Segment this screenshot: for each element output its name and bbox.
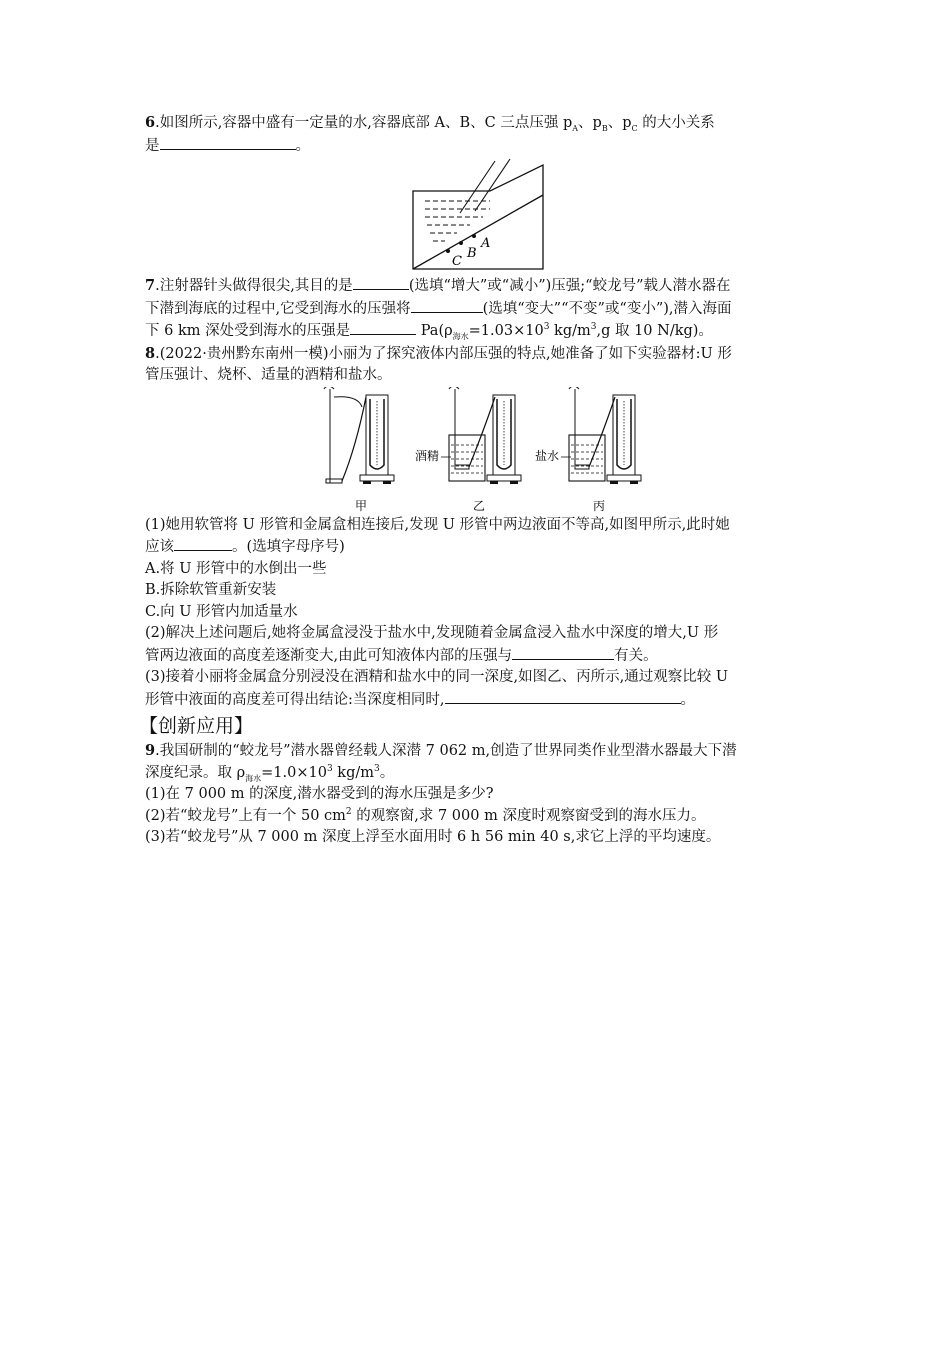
q6-label-a: A [481,236,491,251]
q9-sub-question-1: (1)在 7 000 m 的深度,潜水器受到的海水压强是多少? [145,786,494,802]
q8-p2-blank[interactable] [512,645,614,660]
q9-sub-question-2 [145,806,813,828]
q8-p3-blank[interactable] [445,689,681,704]
q9-text-1: .我国研制的“蛟龙号”潜水器曾经载人深潜 7 062 m,创造了世界同类作业型潜水器最大下潜 [155,743,737,759]
q7-line-2 [145,298,813,321]
q6-sub-c: C [631,123,638,133]
q6-figure [145,157,813,275]
q8-option-c: C.向 U 形管内加适量水 [145,603,298,620]
water-dashes [425,201,490,241]
q8-p3-line-1 [145,667,813,689]
caption-yi: 乙 [473,498,486,513]
q7-text-1b: (选填“增大”或“减小”)压强;“蛟龙号”载人潜水器在 [408,278,731,294]
q7-line-1 [145,275,813,298]
q8-p3-text-1: (3)接着小丽将金属盒分别浸没在酒精和盐水中的同一深度,如图乙、丙所示,通过观察比较 U [145,669,729,685]
q8-option-a: A.将 U 形管中的水倒出一些 [145,560,327,577]
q8-p1-line-2 [145,536,813,559]
q8-p1-text-1: (1)她用软管将 U 形管和金属盒相连接后,发现 U 形管中两边液面不等高,如图甲所示,此时她 [145,516,730,533]
q6-text-1-end: 的大小关系 [637,115,715,131]
caption-jia: 甲 [355,498,368,513]
q6-label-b: B [467,246,477,261]
q9-sup-2: 3 [374,763,380,774]
q9-s2-text-a: (2)若“蛟龙号”上有一个 50 cm [145,807,346,824]
q6-text-2-end: 。 [295,137,310,154]
q7-text-1a: .注射器针头做得很尖,其目的是 [155,278,353,294]
q9-line-1 [145,740,813,763]
fig-jia [324,387,394,484]
q6-sep-1: 、p [578,115,602,131]
q6-line-2 [145,135,813,158]
q6-text-1: .如图所示,容器中盛有一定量的水,容器底部 A、B、C 三点压强 p [155,115,573,131]
q8-p2-text-1: (2)解决上述问题后,她将金属盒浸没于盐水中,发现随着金属盒浸入盐水中深度的增大,U 形 [145,625,719,641]
q7-sup-2: 3 [590,322,597,333]
fig-bing [535,387,641,484]
q8-number: 8 [145,344,156,362]
q7-text-3c: =1.03×10 [468,323,544,339]
q7-text-3a: 下 6 km 深处受到海水的压强是 [145,323,351,339]
q9-text-2c: kg/m [332,764,374,781]
q8-line-1 [145,343,813,366]
q9-sup-1: 3 [326,763,333,774]
q7-text-3e: ,g 取 10 N/kg)。 [596,323,713,339]
q9-text-2b: =1.0×10 [261,764,327,781]
q9-s2-sup: 2 [345,806,352,817]
q7-blank-3[interactable] [350,320,416,335]
q8-p2-text-2b: 有关。 [614,647,658,664]
q9-sub-seawater: 海水 [245,773,262,783]
q6-sub-b: B [601,123,608,133]
q8-pressure-gauge-diagram [145,387,813,515]
q7-text-2b: (选填“变大”“不变”或“变小”),潜入海面 [482,300,732,317]
q9-number: 9 [145,742,156,759]
q9-sub-question-3: (3)若“蛟龙号”从 7 000 m 深度上浮至水面用时 6 h 56 min 40 s,求它上浮的平均速度。 [145,829,721,845]
q8-p1-text-2a: 应该 [145,539,174,555]
q8-p1-text-2b: 。(选填字母序号) [232,539,345,555]
q6-line-1 [145,112,813,135]
q7-blank-2[interactable] [411,298,483,313]
q8-p3-text-2a: 形管中液面的高度差可得出结论:当深度相同时, [145,691,445,708]
q8-p3-text-2b: 。 [680,691,695,708]
q6-sub-a: A [572,123,579,133]
q8-line-2 [145,365,813,387]
label-alcohol: 酒精 [415,448,440,463]
q7-number: 7 [145,277,156,294]
caption-bing: 丙 [593,498,606,513]
q6-answer-blank[interactable] [160,135,296,150]
q8-figure [145,387,813,515]
q7-text-2a: 下潜到海底的过程中,它受到海水的压强将 [145,300,411,317]
q9-line-2 [145,763,813,785]
q6-label-c: C [452,254,462,269]
q7-text-3b: Pa(ρ [416,323,453,339]
q8-p1-line-1 [145,515,813,537]
q6-text-2-start: 是 [145,137,160,154]
q7-sup-1: 3 [543,322,550,333]
section-heading: 【创新应用】 [139,715,254,737]
q8-p2-line-2 [145,645,813,668]
q7-sub-seawater: 海水 [452,331,469,341]
worksheet-page [139,112,813,849]
q6-number: 6 [145,114,156,131]
q9-s2-text-b: 的观察窗,求 7 000 m 深度时观察窗受到的海水压力。 [351,807,706,824]
q8-p2-text-2a: 管两边液面的高度差逐渐变大,由此可知液体内部的压强与 [145,647,513,664]
q8-option-b: B.拆除软管重新安装 [145,582,277,598]
q8-p3-line-2 [145,689,813,712]
q8-text-1: .(2022·贵州黔东南州一模)小丽为了探究液体内部压强的特点,她准备了如下实验器材:U 形 [155,345,732,362]
q8-p2-line-1 [145,623,813,645]
q7-blank-1[interactable] [353,275,409,290]
label-brine: 盐水 [535,448,560,463]
fig-yi [415,387,521,484]
q6-sep-2: 、p [607,115,632,131]
q7-line-3 [145,320,813,343]
q9-text-2d: 。 [379,764,395,781]
q8-text-2: 管压强计、烧杯、适量的酒精和盐水。 [145,367,392,383]
q7-text-3d: kg/m [549,323,591,339]
q9-text-2a: 深度纪录。取 ρ [145,764,246,781]
q6-container-diagram [145,157,813,275]
q8-p1-blank[interactable] [174,536,232,551]
